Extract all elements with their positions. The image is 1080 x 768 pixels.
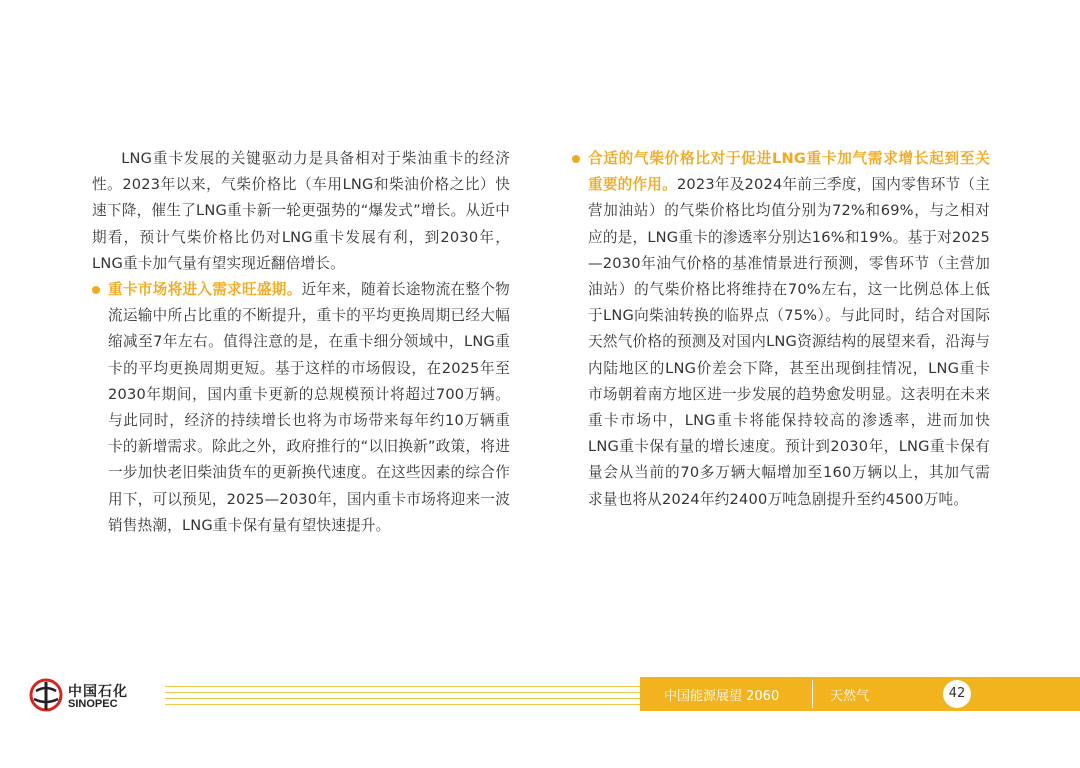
page-number: 42 — [943, 680, 971, 708]
footer-decorative-lines — [165, 682, 640, 712]
report-title: 中国能源展望 2060 — [664, 689, 780, 704]
intro-paragraph: LNG重卡发展的关键驱动力是具备相对于柴油重卡的经济性。2023年以来，气柴价格比（车用LNG和柴油价格之比）快速下降，催生了LNG重卡新一轮更强势的“爆发式”增长。从近中期看，预计气柴价格比仍对LNG重卡发展有利，到2030年，LNG重卡加气量有望实现近翻倍增长。 — [92, 150, 510, 272]
divider — [812, 680, 813, 708]
bullet-paragraph-market-demand — [92, 277, 510, 539]
footer-band — [640, 677, 1080, 711]
bullet-paragraph-price-ratio — [572, 146, 990, 513]
bullet-body: 2023年及2024年前三季度，国内零售环节（主营加油站）的气柴价格比均值分别为72%和69%，与之相对应的是，LNG重卡的渗透率分别达16%和19%。基于对2025—2030年油气价格的基准情景进行预测，零售环节（主营加油站）的气柴价格比将维持在70%左右，这一比例总体上低于LNG向柴油转换的临界点（75%）。与此同时，结合对国际天然气价格的预测及对国内LNG资源结构的展望来看，沿海与内陆地区的LNG价差会下降，甚至出现倒挂情况，LNG重卡市场朝着南方地区进一步发展的趋势愈发明显。这表明在未来重卡市场中，LNG重卡将能保持较高的渗透率，进而加快LNG重卡保有量的增长速度。预计到2030年，LNG重卡保有量会从当前的70多万辆大幅增加至160万辆以上，其加气需求量也将从2024年约2400万吨急剧提升至约4500万吨。 — [588, 176, 990, 508]
left-text-column — [92, 146, 510, 539]
bullet-dot-icon — [572, 155, 580, 163]
divider — [165, 686, 640, 687]
sinopec-logo — [28, 677, 168, 717]
bullet-heading: 合适的气柴价格比对于促进LNG重卡加气需求增长起到至关重要的作用。 — [588, 150, 990, 194]
divider — [165, 692, 640, 693]
right-text-column — [572, 146, 990, 513]
bullet-body: 近年来，随着长途物流在整个物流运输中所占比重的不断提升，重卡的平均更换周期已经大幅缩减至7年左右。值得注意的是，在重卡细分领域中，LNG重卡的平均更换周期更短。基于这样的市场假设，在2025年至2030年期间，国内重卡更新的总规模预计将超过700万辆。与此同时，经济的持续增长也将为市场带来每年约10万辆重卡的新增需求。除此之外，政府推行的“以旧换新”政策，将进一步加快老旧柴油货车的更新换代速度。在这些因素的综合作用下，可以预见，2025—2030年，国内重卡市场将迎来一波销售热潮，LNG重卡保有量有望快速提升。 — [108, 281, 510, 534]
bullet-dot-icon — [92, 286, 100, 294]
divider — [165, 698, 640, 699]
divider — [165, 704, 640, 705]
section-title: 天然气 — [830, 689, 870, 704]
bullet-heading: 重卡市场将进入需求旺盛期。 — [108, 281, 302, 299]
logo-english-text: SINOPEC — [68, 698, 118, 710]
sinopec-emblem-icon — [28, 677, 64, 717]
logo-chinese-text: 中国石化 — [68, 684, 128, 700]
